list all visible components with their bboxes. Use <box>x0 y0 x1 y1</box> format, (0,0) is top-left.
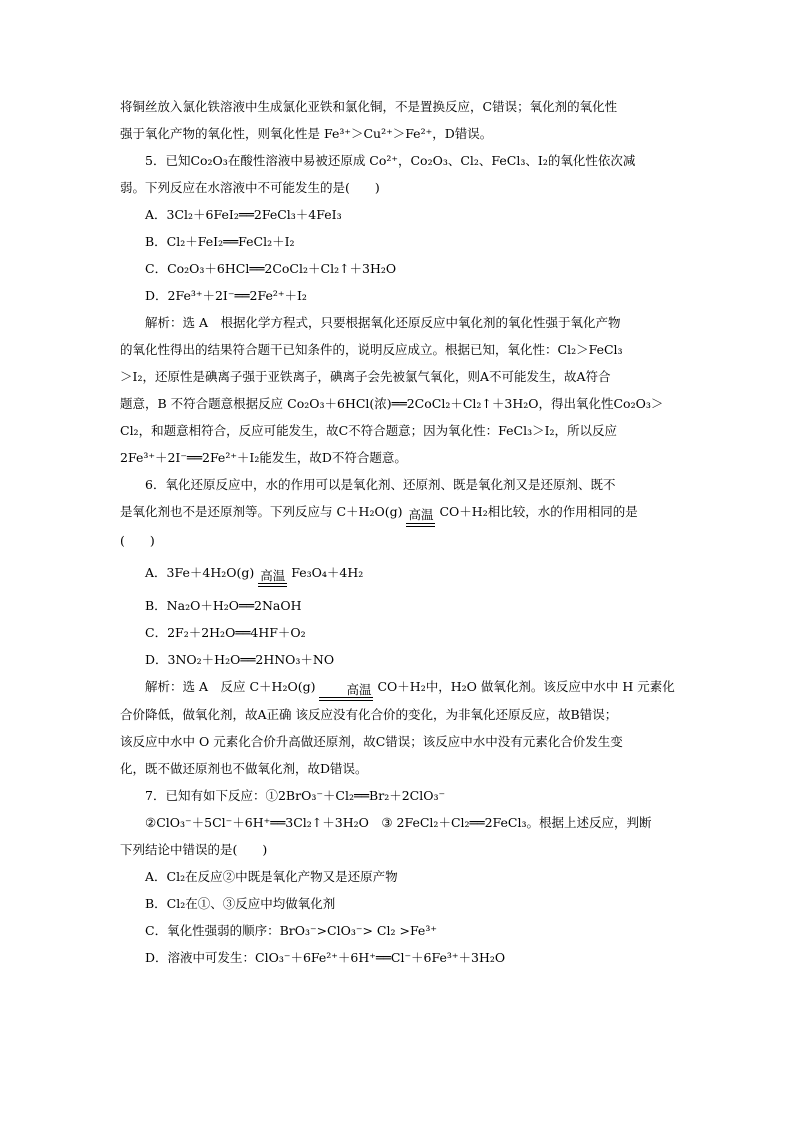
q5-option-b: B．Cl₂＋FeI₂══FeCl₂＋I₂ <box>145 234 295 249</box>
q6-option-a-after: Fe₃O₄＋4H₂ <box>291 564 364 580</box>
q6-stem-line-2 <box>120 498 676 527</box>
condition-label: 高温 <box>408 507 434 522</box>
condition-label: 高温 <box>260 567 286 583</box>
q5-option-a: A．3Cl₂＋6FeI₂══2FeCl₃＋4FeI₃ <box>145 207 342 222</box>
reaction-condition-arrow <box>319 681 373 702</box>
q6-option-a <box>120 554 676 592</box>
q5-option-c: C．Co₂O₃＋6HCl══2CoCl₂＋Cl₂↑＋3H₂O <box>145 261 397 276</box>
q6-option-a-before: A．3Fe＋4H₂O(g) <box>145 564 255 580</box>
q6-stem-text-before: 是氧化剂也不是还原剂等。下列反应与 C＋H₂O(g) <box>120 504 403 519</box>
q6-analysis-line-2: 合价降低，做氧化剂，故A正确 该反应没有化合价的变化，为非氧化还原反应，故B错误； <box>120 707 618 722</box>
reaction-condition-arrow <box>406 509 435 527</box>
q5-analysis-line-2: 的氧化性得出的结果符合题干已知条件的，说明反应成立。根据已知，氧化性：Cl₂＞FeCl₃ <box>120 342 623 357</box>
q7-stem-line-1: 7．已知有如下反应：①2BrO₃⁻＋Cl₂══Br₂＋2ClO₃⁻ <box>145 788 446 803</box>
q6-stem-line-1: 6．氧化还原反应中，水的作用可以是氧化剂、还原剂、既是氧化剂又是还原剂、既不 <box>145 477 616 492</box>
q5-analysis-line-4: 题意，B 不符合题意根据反应 Co₂O₃＋6HCl(浓)══2CoCl₂＋Cl₂↑＋3H₂O，得出氧化性Co₂O₃＞ <box>120 396 664 411</box>
q6-option-c: C．2F₂＋2H₂O══4HF＋O₂ <box>145 624 306 640</box>
q6-stem-line-3: ( ) <box>120 532 155 548</box>
q7-option-d: D．溶液中可发生：ClO₃⁻＋6Fe²⁺＋6H⁺══Cl⁻＋6Fe³⁺＋3H₂O <box>145 950 506 965</box>
intro-line-2: 强于氧化产物的氧化性，则氧化性是 Fe³⁺＞Cu²⁺＞Fe²⁺，D错误。 <box>120 126 493 141</box>
condition-label: 高温 <box>346 681 372 697</box>
q6-analysis-line-3: 该反应中水中 O 元素化合价升高做还原剂，故C错误；该反应中水中没有元素化合价发生变 <box>120 734 623 749</box>
reaction-condition-arrow <box>258 567 287 588</box>
q6-analysis-line-4: 化，既不做还原剂也不做氧化剂，故D错误。 <box>120 761 368 776</box>
intro-line-1: 将铜丝放入氯化铁溶液中生成氯化亚铁和氯化铜，不是置换反应，C错误；氧化剂的氧化性 <box>120 99 618 114</box>
document-body <box>120 93 676 971</box>
q6-analysis-before: 解析：选 A 反应 C＋H₂O(g) <box>145 678 316 694</box>
q7-stem-line-2: ②ClO₃⁻＋5Cl⁻＋6H⁺══3Cl₂↑＋3H₂O ③ 2FeCl₂＋Cl₂══2FeCl₃。根据上述反应，判断 <box>145 815 652 830</box>
q5-stem-line-2: 弱。下列反应在水溶液中不可能发生的是( ) <box>120 180 380 195</box>
q5-analysis-line-5: Cl₂，和题意相符合，反应可能发生，故C不符合题意；因为氧化性：FeCl₃＞I₂，所以反应 <box>120 423 618 438</box>
q5-analysis-line-3: ＞I₂，还原性是碘离子强于亚铁离子，碘离子会先被氯气氧化，则A不可能发生，故A符合 <box>120 369 611 384</box>
q5-analysis-line-6: 2Fe³⁺＋2I⁻══2Fe²⁺＋I₂能发生，故D不符合题意。 <box>120 450 407 465</box>
q5-stem-line-1: 5．已知Co₂O₃在酸性溶液中易被还原成 Co²⁺，Co₂O₃、Cl₂、FeCl₃、I₂的氧化性依次减 <box>145 153 636 168</box>
q7-option-a: A．Cl₂在反应②中既是氧化产物又是还原产物 <box>145 869 398 884</box>
q6-option-b: B．Na₂O＋H₂O══2NaOH <box>145 597 302 613</box>
question-6 <box>120 471 676 782</box>
q6-analysis-after: CO＋H₂中，H₂O 做氧化剂。该反应中水中 H 元素化 <box>377 678 675 694</box>
question-5 <box>120 147 676 471</box>
question-7 <box>120 782 676 971</box>
q7-option-b: B．Cl₂在①、③反应中均做氧化剂 <box>145 896 336 911</box>
q7-option-c: C．氧化性强弱的顺序：BrO₃⁻>ClO₃⁻> Cl₂ >Fe³⁺ <box>145 923 437 938</box>
q7-stem-line-3: 下列结论中错误的是( ) <box>120 842 268 857</box>
q5-option-d: D．2Fe³⁺＋2I⁻══2Fe²⁺＋I₂ <box>145 288 307 303</box>
q6-analysis-line-1 <box>120 673 676 702</box>
q5-analysis-line-1: 解析：选 A 根据化学方程式，只要根据氧化还原反应中氧化剂的氧化性强于氧化产物 <box>145 315 621 330</box>
q6-option-d: D．3NO₂＋H₂O══2HNO₃＋NO <box>145 651 335 667</box>
q6-stem-text-after: CO＋H₂相比较，水的作用相同的是 <box>439 504 638 519</box>
